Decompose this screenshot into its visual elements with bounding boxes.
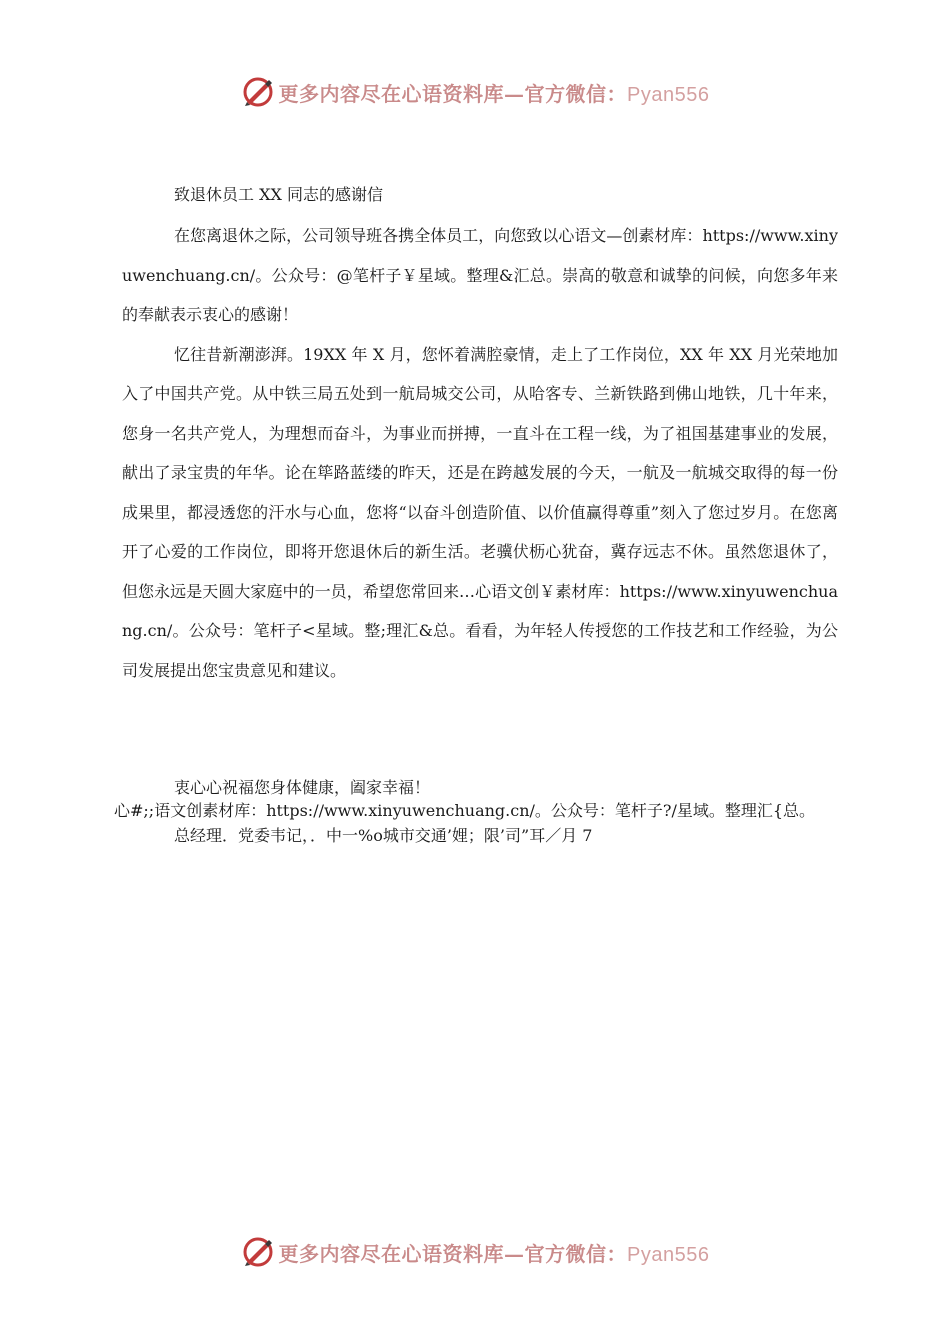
- letter-body: [122, 178, 838, 690]
- letter-paragraph-1: 在您离退休之际，公司领导班各携全体员工，向您致以心语文—创素材库：https://www.xinyuwenchuang.cn/。公众号：@笔杆子￥星域。整理&汇总。崇高的敬意和诚挚的问候，向您多年来的奉献表示衷心的感谢！: [122, 226, 838, 324]
- banner-text: [279, 1238, 710, 1267]
- banner-slogan: 更多内容尽在心语资料库: [278, 1241, 505, 1266]
- header-banner: [0, 72, 950, 112]
- pen-logo-icon: [241, 1235, 275, 1269]
- letter-watermark-line: 心#;;语文创素材库：https://www.xinyuwenchuang.cn/。公众号：笔杆子?/星域。整理汇{总。: [114, 801, 816, 820]
- letter-paragraph-2: 忆往昔新潮澎湃。19XX 年 X 月，您怀着满腔豪情，走上了工作岗位，XX 年 XX 月光荣地加入了中国共产党。从中铁三局五处到一航局城交公司，从哈客专、兰新铁路到佛山地铁，几十年来，您身一名共产党人，为理想而奋斗，为事业而拼搏，一直斗在工程一线，为了祖国基建事业的发展，献出了录宝贵的年华。论在筚路蓝缕的昨天，还是在跨越发展的今天，一航及一航城交取得的每一份成果里，都浸透您的汗水与心血，您将“以奋斗创造阶值、以价值赢得尊重”刻入了您过岁月。在您离开了心爱的工作岗位，即将开您退休后的新生活。老骥伏枥心犹奋，冀存远志不休。虽然您退休了，但您永远是天圆大家庭中的一员，希望您常回来…心语文创￥素材库：https://www.xinyuwenchuang.cn/。公众号：笔杆子<星域。整;理汇&总。看看，为年轻人传授您的工作技艺和工作经验，为公司发展提出您宝贵意见和建议。: [122, 344, 838, 680]
- letter-closing: [114, 776, 838, 850]
- letter-wish: 衷心心祝福您身体健康，阖家幸福！: [174, 778, 431, 797]
- banner-wechat-id: Pyan556: [627, 83, 710, 106]
- banner-dash: —: [504, 1241, 525, 1266]
- footer-banner: [0, 1232, 950, 1272]
- pen-logo-icon: [241, 75, 275, 109]
- banner-dash: —: [504, 81, 525, 106]
- banner-wechat-label: 官方微信：: [524, 81, 628, 106]
- banner-slogan: 更多内容尽在心语资料库: [278, 81, 505, 106]
- banner-wechat-label: 官方微信：: [524, 1241, 628, 1266]
- banner-wechat-id: Pyan556: [627, 1243, 710, 1266]
- letter-signature: 总经理．党委韦记，．中一%o城市交通’娌；限’司”耳／月 7: [174, 826, 593, 845]
- letter-title: 致退休员工 XX 同志的感谢信: [174, 185, 383, 204]
- banner-text: [279, 78, 710, 107]
